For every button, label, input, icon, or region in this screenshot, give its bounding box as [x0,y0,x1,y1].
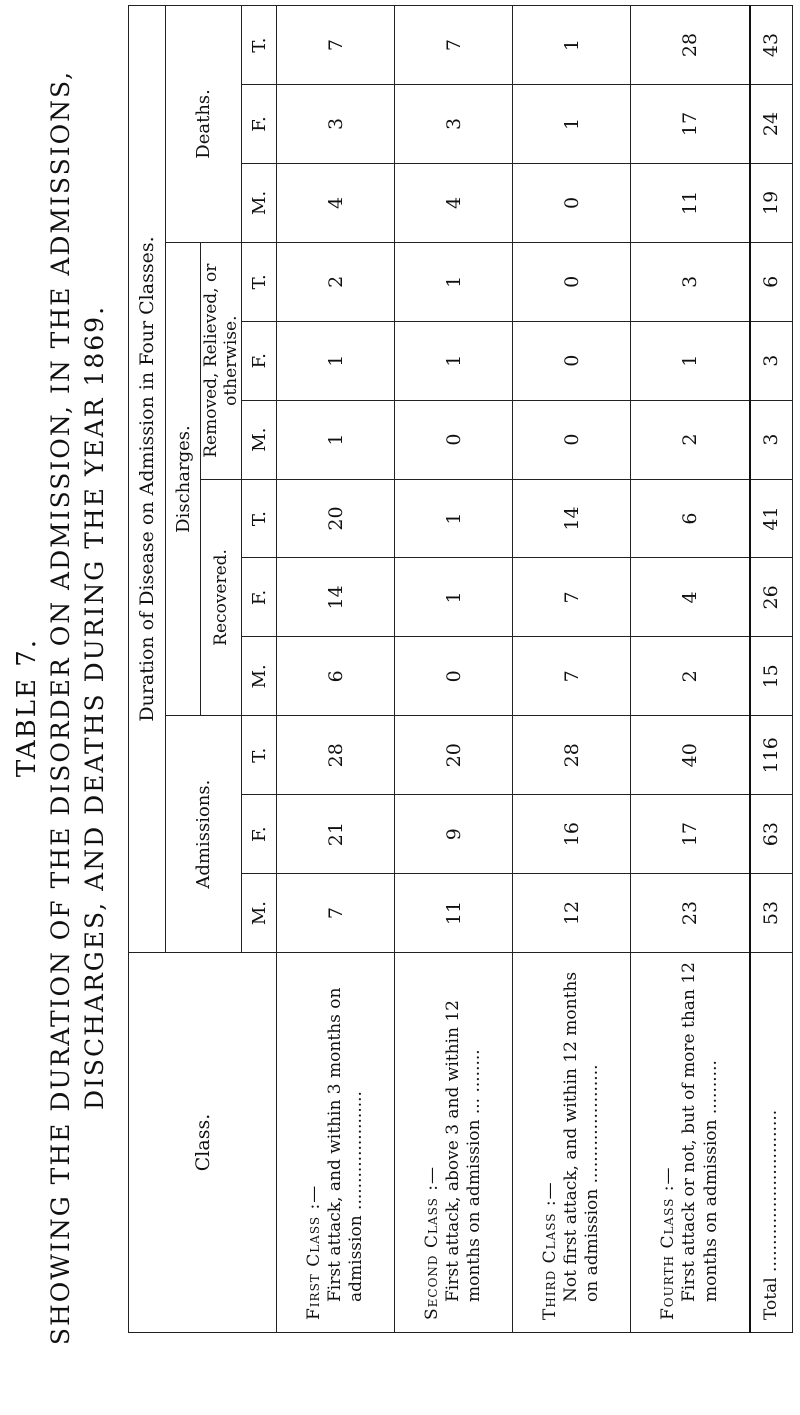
rem-f-header: F. [242,321,277,400]
cell-rec-m: 7 [513,637,631,716]
cell-adm-f: 9 [395,795,513,874]
cell-rem-f: 1 [277,321,395,400]
cell-adm-t: 28 [513,716,631,795]
cell-adm-f: 21 [277,795,395,874]
dea-f-header: F. [242,85,277,164]
cell-adm-m: 7 [277,874,395,953]
cell-rec-t: 20 [277,479,395,558]
table-number: TABLE 7. [12,637,42,778]
cell-rem-t: 1 [395,242,513,321]
total-rem-m: 3 [750,400,793,479]
table-title-line-2: DISCHARGES, AND DEATHS DURING THE YEAR 1869. [80,304,109,1111]
discharges-header: Discharges. [166,242,201,715]
cell-dea-f: 3 [277,85,395,164]
table-row [395,6,513,1333]
rec-t-header: T. [242,479,277,558]
cell-rem-m: 1 [277,400,395,479]
cell-dea-t: 28 [631,6,750,85]
cell-rec-m: 0 [395,637,513,716]
total-rem-f: 3 [750,321,793,400]
cell-rem-m: 0 [513,400,631,479]
table-title-line-1: SHOWING THE DURATION OF THE DISORDER ON ADMISSION, IN THE ADMISSIONS, [46,69,75,1346]
total-row [750,6,793,1333]
cell-rem-f: 1 [395,321,513,400]
total-rec-f: 26 [750,558,793,637]
cell-rec-t: 1 [395,479,513,558]
class-label [277,953,395,1333]
rem-t-header: T. [242,242,277,321]
class-header: Class. [129,953,277,1333]
adm-f-header: F. [242,795,277,874]
total-adm-f: 63 [750,795,793,874]
total-rec-m: 15 [750,637,793,716]
deaths-header: Deaths. [166,6,242,243]
class-name: Second Class :— [421,1166,442,1320]
cell-adm-f: 17 [631,795,750,874]
class-name: Fourth Class :— [658,1166,678,1320]
dea-t-header: T. [242,6,277,85]
cell-dea-f: 17 [631,85,750,164]
cell-adm-f: 16 [513,795,631,874]
data-table-frame [128,5,793,1333]
class-description: First attack or not, but of more than 12 months on admission .......... [679,962,721,1302]
cell-rec-t: 6 [631,479,750,558]
cell-rec-m: 6 [277,637,395,716]
removed-header: Removed, Relieved, or otherwise. [201,242,242,479]
cell-rem-t: 2 [277,242,395,321]
total-dea-m: 19 [750,163,793,242]
duration-table [128,5,793,1333]
group-header: Duration of Disease on Admission in Four Classes. [129,6,166,953]
cell-adm-t: 40 [631,716,750,795]
cell-dea-t: 7 [277,6,395,85]
adm-m-header: M. [242,874,277,953]
class-label [395,953,513,1333]
cell-dea-t: 7 [395,6,513,85]
table-row [277,6,395,1333]
rec-m-header: M. [242,637,277,716]
cell-adm-t: 28 [277,716,395,795]
adm-t-header: T. [242,716,277,795]
cell-rec-f: 7 [513,558,631,637]
class-name: Third Class :— [539,1181,560,1320]
total-dea-f: 24 [750,85,793,164]
cell-dea-m: 0 [513,163,631,242]
rec-f-header: F. [242,558,277,637]
cell-rec-t: 14 [513,479,631,558]
dea-m-header: M. [242,163,277,242]
total-dea-t: 43 [750,6,793,85]
table-row [631,6,750,1333]
class-label [513,953,631,1333]
cell-dea-m: 4 [277,163,395,242]
cell-adm-t: 20 [395,716,513,795]
cell-adm-m: 23 [631,874,750,953]
cell-adm-m: 11 [395,874,513,953]
cell-dea-m: 4 [395,163,513,242]
total-rem-t: 6 [750,242,793,321]
cell-rec-f: 14 [277,558,395,637]
cell-dea-f: 3 [395,85,513,164]
class-name: First Class :— [303,1184,324,1320]
total-rec-t: 41 [750,479,793,558]
cell-rec-m: 2 [631,637,750,716]
cell-dea-f: 1 [513,85,631,164]
cell-rem-f: 1 [631,321,750,400]
total-adm-m: 53 [750,874,793,953]
cell-rem-t: 0 [513,242,631,321]
class-label [631,953,750,1333]
cell-dea-t: 1 [513,6,631,85]
cell-rec-f: 4 [631,558,750,637]
rem-m-header: M. [242,400,277,479]
cell-rem-m: 2 [631,400,750,479]
cell-rec-f: 1 [395,558,513,637]
class-description: First attack, and within 3 months on admission ...................... [324,987,367,1302]
recovered-header: Recovered. [201,479,242,716]
cell-rem-t: 3 [631,242,750,321]
total-label: Total .............................. [750,953,793,1333]
admissions-header: Admissions. [166,716,242,953]
class-description: First attack, above 3 and within 12 months on admission ... ........ [442,1000,485,1302]
cell-adm-m: 12 [513,874,631,953]
cell-rem-m: 0 [395,400,513,479]
cell-rem-f: 0 [513,321,631,400]
table-row [513,6,631,1333]
total-adm-t: 116 [750,716,793,795]
cell-dea-m: 11 [631,163,750,242]
class-description: Not first attack, and within 12 months on admission ...................... [560,971,603,1302]
